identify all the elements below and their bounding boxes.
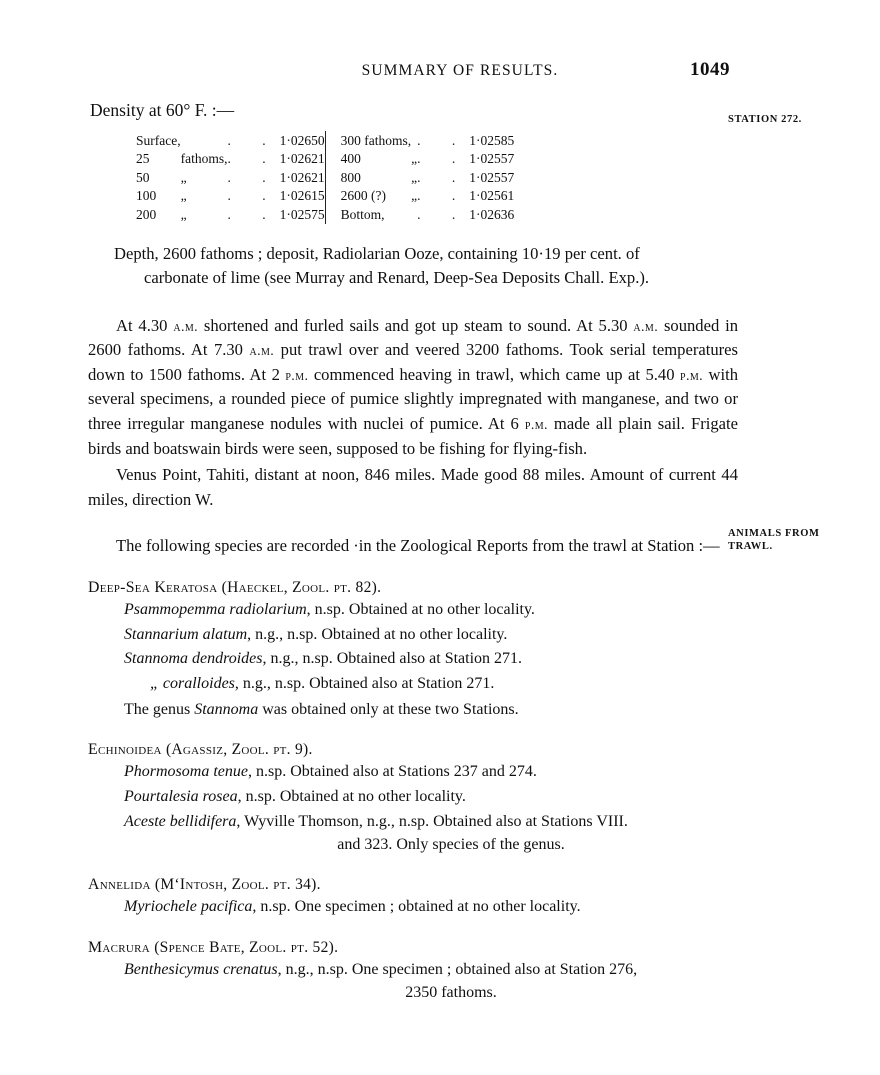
density-right-dots: . . [417,188,470,203]
density-left-dots: . . [227,151,280,166]
species-detail: , n.g., n.sp. Obtained also at Station 271. [234,674,495,692]
species-name: Stannoma dendroides [124,650,263,668]
species-name: Myriochele pacifica [124,898,253,916]
depth-note [88,242,738,290]
narr-sc-2: a.m. [633,319,659,335]
density-left-unit: fathoms, [180,151,228,166]
species-group [88,876,738,919]
density-right-unit: „ [411,169,418,185]
species-list [124,761,738,856]
sidenote-station: STATION 272. [728,114,802,125]
density-left-value: 1·02575 [279,206,325,222]
narrative-paragraph-2: Venus Point, Tahiti, distant at noon, 846 miles. Made good 88 miles. Amount of current 44 miles, direction W. [88,465,738,509]
depth-note-line-1: Depth, 2600 fathoms ; deposit, Radiolarian Ooze, containing 10·19 per cent. of [114,243,640,263]
density-left-value: 1·02650 [279,132,325,148]
species-name: Pourtalesia rosea [124,788,238,806]
species-name: Benthesicymus crenatus [124,961,278,979]
species-group [88,741,738,856]
species-group-note [124,699,738,722]
narr-sc-5: p.m. [680,368,704,384]
page-number: 1049 [690,59,730,80]
species-detail: , Wyville Thomson, n.g., n.sp. Obtained also at Stations VIII. [236,812,628,830]
narr-c: sounded in 2600 fathoms. At 7.30 [88,315,739,360]
list-item [124,786,738,809]
species-detail: , n.g., n.sp. Obtained at no other locality. [247,625,508,643]
page-header [0,59,880,86]
species-name: Stannarium alatum [124,625,248,643]
document-body [88,100,738,1006]
note-genus: Stannoma [194,700,259,718]
narr-e: commenced heaving in trawl, which came up at 5.40 [308,364,680,384]
list-item [124,648,738,671]
depth-note-line-2: carbonate of lime (see Murray and Renard, Deep-Sea Deposits Chall. Exp.). [144,267,650,287]
density-right-label: 400 [340,151,361,166]
density-right-value: 1·02561 [469,188,515,203]
species-group-name: Macrura [88,939,150,957]
species-name: Aceste bellidifera [124,812,237,830]
running-head: SUMMARY OF RESULTS. [361,62,559,79]
narr-g: made all plain sail. Frigate birds and boatswain birds were seen, supposed to be fishing for flying-fish. [88,414,738,458]
list-item [124,811,738,856]
species-detail: , n.g., n.sp. Obtained also at Station 271. [262,650,523,668]
species-detail: , n.sp. One specimen ; obtained at no other locality. [252,898,581,916]
density-left-dots: . . [227,206,280,222]
list-item [124,959,738,1004]
density-table [136,131,514,224]
density-right-value: 1·02557 [469,169,515,185]
species-name: Phormosoma tenue [124,763,248,781]
density-left-unit: „ [180,206,187,222]
density-left-label: 100 [136,188,157,203]
density-left-value: 1·02621 [279,169,325,185]
trawl-intro-paragraph: The following species are recorded ·in the Zoological Reports from the trawl at Station :— [116,536,720,556]
species-group-heading [88,939,738,957]
list-item [124,673,738,696]
narr-b: shortened and furled sails and got up steam to sound. At 5.30 [198,315,634,335]
density-left-label: 50 [136,169,150,185]
species-group-heading [88,876,738,894]
species-group-authority: (Agassiz, Zool. pt. 9). [165,741,313,759]
density-right-value: 1·02636 [469,206,515,222]
species-continuation: and 323. Only species of the genus. [337,835,565,853]
species-continuation: 2350 fathoms. [405,983,497,1001]
narr-sc-4: p.m. [285,368,309,384]
table-row [136,205,514,224]
density-left-dots: . . [227,169,280,185]
table-row [136,150,514,169]
species-name: „ coralloides [150,674,235,692]
density-right-unit: „ [411,151,418,166]
density-left-unit [181,131,228,150]
species-group-authority: (M‘Intosh, Zool. pt. 34). [154,876,321,894]
species-group-heading [88,579,738,597]
species-list [124,599,738,722]
density-left-dots: . . [227,132,280,148]
species-group [88,579,738,722]
density-right-unit: „ [411,188,418,203]
narrative-paragraph-1 [88,314,738,462]
density-left-label: 25 [136,151,150,166]
density-right-value: 1·02585 [469,132,515,148]
density-right-label: 300 fathoms, [340,132,412,148]
table-row [136,168,514,187]
narrative-section [88,314,738,513]
table-row [136,187,514,206]
species-detail: , n.sp. Obtained also at Stations 237 and 274. [247,763,537,781]
narr-f: with several specimens, a rounded piece of pumice slightly impregnated with manganese, and two or three irregular manganese nodules with nuclei of pumice. At 6 [88,364,738,434]
species-detail: , n.sp. Obtained at no other locality. [237,788,466,806]
density-left-value: 1·02615 [279,188,325,203]
species-list [124,959,738,1004]
species-group-name: Echinoidea [88,741,162,759]
sidenote-animals-from-trawl: ANIMALS FROM TRAWL. [728,528,820,553]
species-name: Psammopemma radiolarium [124,600,307,618]
density-right-dots: . . [417,132,470,148]
narr-a: At 4.30 [116,315,174,335]
density-right-dots: . . [417,151,470,166]
narr-sc-3: a.m. [249,344,275,360]
density-left-dots: . . [227,188,280,203]
density-right-label: 2600 (?) [340,188,386,203]
species-group-authority: (Haeckel, Zool. pt. 82). [221,578,382,596]
species-group-heading [88,741,738,759]
density-left-label: 200 [136,206,157,222]
density-right-value: 1·02557 [469,151,515,166]
note-pre: The genus [124,700,195,718]
species-group-name: Deep-Sea Keratosa [88,578,218,596]
species-group [88,939,738,1004]
species-group-name: Annelida [88,876,151,894]
list-item [124,896,738,919]
density-right-label: Bottom, [340,206,385,222]
density-heading: Density at 60° F. :— [90,100,235,120]
density-left-unit: „ [180,188,187,203]
density-left-unit: „ [180,169,187,185]
list-item [124,599,738,622]
density-right-dots: . . [417,206,470,222]
density-right-dots: . . [417,169,470,185]
species-group-authority: (Spence Bate, Zool. pt. 52). [154,939,339,957]
density-left-label: Surface, [136,132,181,148]
narr-sc-6: p.m. [524,418,548,434]
list-item [124,624,738,647]
species-list [124,896,738,919]
note-post: was obtained only at these two Stations. [258,700,519,718]
density-left-value: 1·02621 [279,151,325,166]
list-item [124,761,738,784]
density-right-label: 800 [340,169,361,185]
table-row [136,131,514,150]
narr-sc-1: a.m. [173,319,199,335]
species-detail: , n.sp. Obtained at no other locality. [306,600,535,618]
narr-d: put trawl over and veered 3200 fathoms. Took serial temperatures down to 1500 fathoms. At 2 [88,340,738,384]
species-detail: , n.g., n.sp. One specimen ; obtained also at Station 276, [277,961,638,979]
